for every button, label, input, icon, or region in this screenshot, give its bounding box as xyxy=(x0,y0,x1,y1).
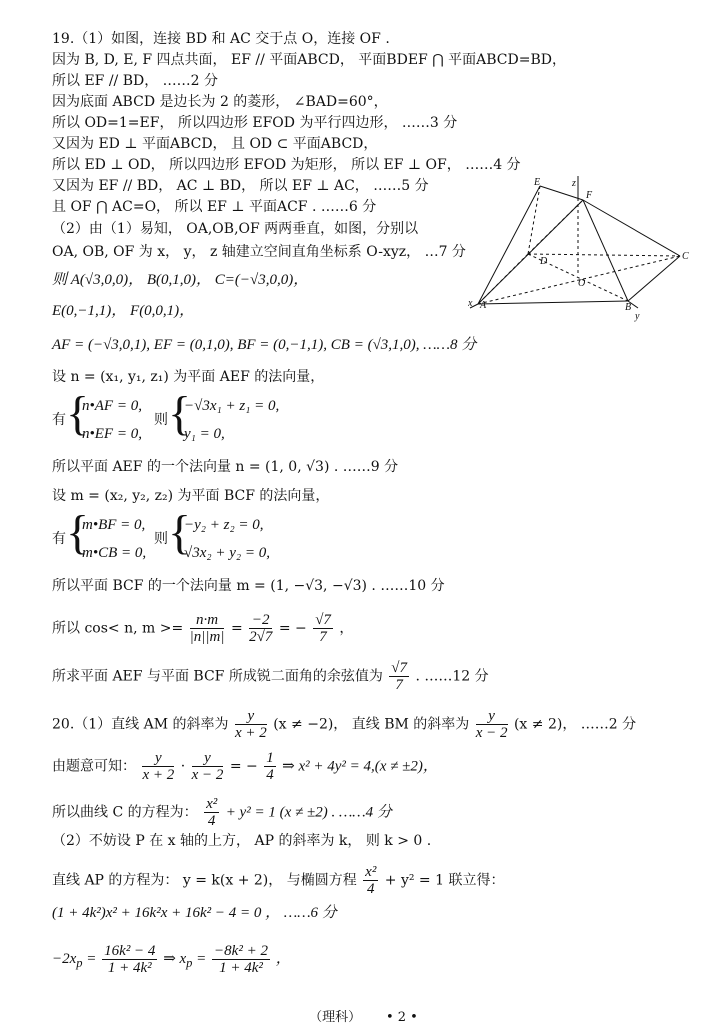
page-number: • 2 • xyxy=(385,1010,418,1025)
fraction xyxy=(102,943,157,976)
numerator: 16k² − 4 xyxy=(104,943,156,959)
fraction xyxy=(476,708,508,741)
formula-line xyxy=(52,796,392,829)
text-line: 则 xyxy=(154,412,168,428)
text-span: = − xyxy=(278,620,307,637)
fraction xyxy=(363,864,378,897)
denominator: x + 2 xyxy=(142,767,175,783)
left-brace-icon: { xyxy=(66,387,90,440)
text-span: ⇒ x² + 4y² = 4,(x ≠ ±2)， xyxy=(282,758,438,775)
text-span: ⇒ x xyxy=(163,950,187,967)
text-span: 所以 cos< n, m >= xyxy=(52,620,184,637)
formula-line: 则 A(√3,0,0)， B(0,1,0)， C=(−√3,0,0)， xyxy=(52,272,309,288)
edge-AB xyxy=(478,301,628,304)
text-span: . ……12 分 xyxy=(415,668,489,685)
text-span: 20.（1）直线 AM 的斜率为 xyxy=(52,716,229,733)
text-line: （2）由（1）易知， OA,OB,OF 两两垂直，如图，分别以 xyxy=(52,221,419,237)
text-line: 则 xyxy=(154,531,168,547)
text-line xyxy=(52,864,504,897)
fraction xyxy=(249,612,272,645)
text-span: = − xyxy=(229,758,258,775)
numerator: −8k² + 2 xyxy=(214,943,268,959)
text-span: ， xyxy=(275,950,291,967)
numerator: −2 xyxy=(249,612,272,629)
numerator: √7 xyxy=(391,660,408,676)
left-brace-icon: { xyxy=(168,387,192,440)
formula-line xyxy=(52,750,438,783)
formula-line: (1 + 4k²)x² + 16k²x + 16k² − 4 = 0 ， ……6 分 xyxy=(52,905,337,921)
equation: y₁ = 0, xyxy=(184,426,225,442)
fraction xyxy=(389,660,409,693)
equation: −y₂ + z₂ = 0, xyxy=(184,517,264,533)
text-line: 因为底面 ABCD 是边长为 2 的菱形， ∠BAD=60°， xyxy=(52,94,388,110)
equation: n•AF = 0, xyxy=(82,398,142,414)
formula-line xyxy=(52,612,353,645)
text-line: 所以平面 AEF 的一个法向量 n = (1, 0, √3) . ……9 分 xyxy=(52,459,399,475)
equation: −√3x₁ + z₁ = 0, xyxy=(184,398,280,414)
text-line: 所以 EF // BD， ……2 分 xyxy=(52,73,219,89)
equation: n•EF = 0, xyxy=(82,426,142,442)
denominator: x − 2 xyxy=(191,767,224,783)
fraction xyxy=(235,708,267,741)
footer-subject: （理科） xyxy=(309,1010,362,1025)
label-D: D xyxy=(540,256,548,267)
label-F: F xyxy=(586,190,593,201)
text-span: + y² = 1 (x ≠ ±2) . ……4 分 xyxy=(225,804,392,821)
text-span: 所以曲线 C 的方程为： xyxy=(52,804,198,821)
subscript: p xyxy=(76,955,83,970)
formula-line xyxy=(52,943,291,976)
text-span: = xyxy=(86,950,97,967)
denominator: 4 xyxy=(367,881,375,897)
numerator: x² xyxy=(365,864,377,880)
label-C: C xyxy=(682,251,689,262)
denominator: 1 + 4k² xyxy=(107,960,152,976)
text-span: 所求平面 AEF 与平面 BCF 所成锐二面角的余弦值为 xyxy=(52,668,383,685)
text-line: 所以 OD=1=EF， 所以四边形 EFOD 为平行四边形， ……3 分 xyxy=(52,115,458,131)
denominator: 2√7 xyxy=(249,629,273,645)
label-E: E xyxy=(534,177,541,188)
page-footer xyxy=(0,1006,727,1025)
label-z: z xyxy=(572,178,576,189)
text-line: 所以 ED ⊥ OD， 所以四边形 EFOD 为矩形， 所以 EF ⊥ OF， ……4 分 xyxy=(52,157,521,173)
numerator: y xyxy=(476,708,508,725)
edge-FB xyxy=(583,200,628,301)
text-span: 直线 AP 的方程为： y = k(x + 2)， 与椭圆方程 xyxy=(52,872,357,889)
label-B: B xyxy=(625,302,632,313)
text-span: = xyxy=(196,950,207,967)
text-line xyxy=(52,660,489,693)
equation: m•BF = 0, xyxy=(82,517,146,533)
equation: m•CB = 0, xyxy=(82,545,147,561)
text-span: 由题意可知： xyxy=(52,758,136,775)
fraction xyxy=(190,612,225,645)
equation: √3x₂ + y₂ = 0, xyxy=(184,545,270,561)
text-span: ， xyxy=(339,620,354,637)
text-line: 设 m = (x₂, y₂, z₂) 为平面 BCF 的法向量， xyxy=(52,488,330,504)
label-O: O xyxy=(578,278,586,289)
geometry-diagram xyxy=(468,176,700,326)
text-line: 所以平面 BCF 的一个法向量 m = (1, −√3, −√3) . ……10 分 xyxy=(52,578,445,594)
left-brace-icon: { xyxy=(66,506,90,559)
label-y: y xyxy=(635,311,640,322)
edge-BC xyxy=(628,256,680,301)
fraction xyxy=(264,750,276,783)
fraction xyxy=(212,943,270,976)
edge-EF xyxy=(540,186,583,200)
formula-line: E(0,−1,1)， F(0,0,1)， xyxy=(52,303,195,319)
fraction xyxy=(204,796,219,829)
text-line: 有 xyxy=(52,412,66,428)
numerator: y xyxy=(142,750,174,767)
text-line: OA, OB, OF 为 x， y， z 轴建立空间直角坐标系 O-xyz， …7 分 xyxy=(52,244,466,260)
denominator: 7 xyxy=(395,677,403,693)
text-span: −2x xyxy=(52,950,77,967)
text-line xyxy=(52,708,636,741)
fraction xyxy=(192,750,224,783)
text-span: (x ≠ 2)， ……2 分 xyxy=(513,716,637,733)
text-line: 因为 B, D, E, F 四点共面， EF // 平面ABCD， 平面BDEF ⋂ 平面ABCD=BD， xyxy=(52,52,566,68)
subscript: p xyxy=(186,955,193,970)
fraction xyxy=(313,612,333,645)
label-x: x xyxy=(468,298,473,309)
text-line: 又因为 ED ⊥ 平面ABCD， 且 OD ⊂ 平面ABCD， xyxy=(52,136,378,152)
numerator: 1 xyxy=(266,750,274,766)
denominator: x + 2 xyxy=(234,725,267,741)
denominator: 4 xyxy=(266,767,274,783)
text-line: 设 n = (x₁, y₁, z₁) 为平面 AEF 的法向量， xyxy=(52,369,325,385)
numerator: x² xyxy=(206,796,218,812)
text-line: 且 OF ⋂ AC=O， 所以 EF ⊥ 平面ACF . ……6 分 xyxy=(52,199,377,215)
denominator: 7 xyxy=(319,629,327,645)
edge-EA xyxy=(478,186,540,304)
denominator: |n||m| xyxy=(189,629,225,645)
formula-line: AF = (−√3,0,1), EF = (0,1,0), BF = (0,−1,1), CB = (√3,1,0), ……8 分 xyxy=(52,337,477,353)
denominator: 4 xyxy=(207,813,216,829)
text-span: · xyxy=(180,758,186,775)
fraction xyxy=(142,750,174,783)
text-line: 有 xyxy=(52,531,66,547)
denominator: x − 2 xyxy=(475,725,508,741)
text-span: (x ≠ −2)， 直线 BM 的斜率为 xyxy=(273,716,470,733)
edge-FC xyxy=(583,200,680,256)
edge-DC xyxy=(528,254,680,256)
numerator: y xyxy=(235,708,267,725)
numerator: n·m xyxy=(190,612,225,629)
text-line: 又因为 EF // BD， AC ⊥ BD， 所以 EF ⊥ AC， ……5 分 xyxy=(52,178,429,194)
denominator: 1 + 4k² xyxy=(219,960,263,976)
numerator: √7 xyxy=(315,612,331,628)
text-span: + y² = 1 联立得： xyxy=(384,872,505,889)
label-A: A xyxy=(480,300,487,311)
numerator: y xyxy=(192,750,224,767)
left-brace-icon: { xyxy=(168,506,192,559)
text-line: （2）不妨设 P 在 x 轴的上方， AP 的斜率为 k， 则 k > 0 . xyxy=(52,833,432,849)
text-line: 19.（1）如图，连接 BD 和 AC 交于点 O，连接 OF . xyxy=(52,31,390,47)
text-span: = xyxy=(230,620,243,637)
